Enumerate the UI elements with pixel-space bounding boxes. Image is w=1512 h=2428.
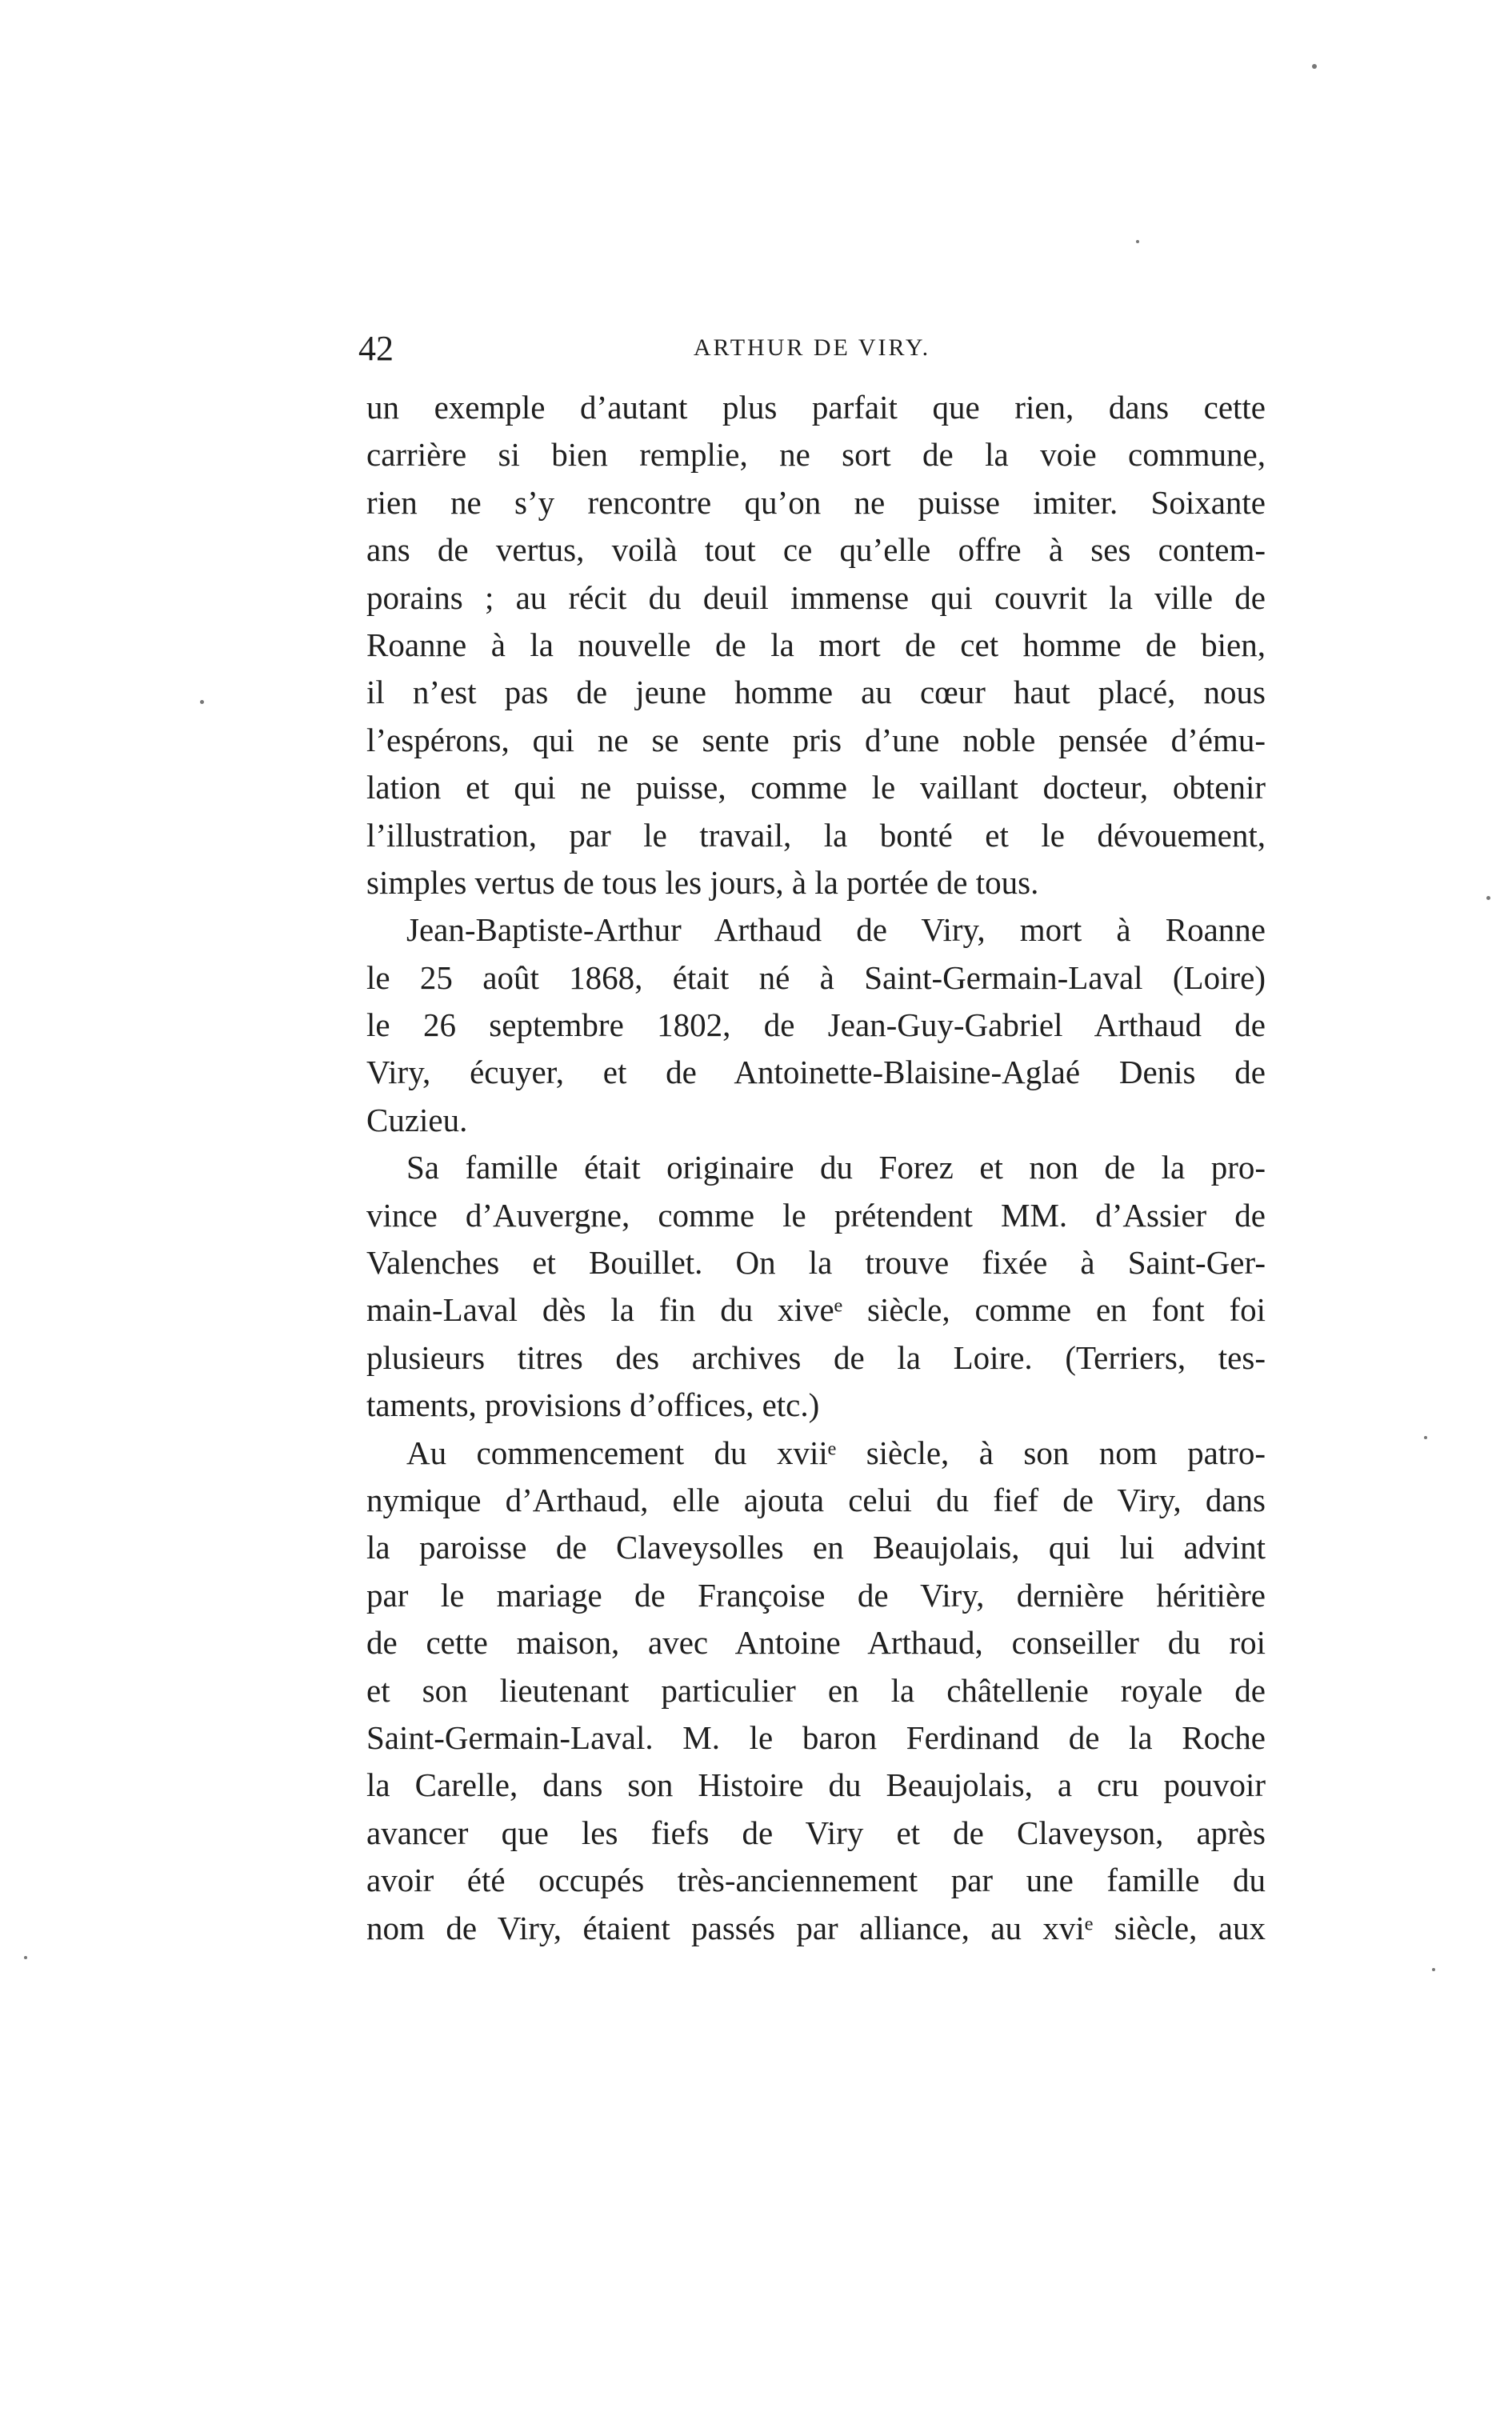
text-line: carrière si bien remplie, ne sort de la voie commune, xyxy=(366,436,1266,474)
scan-speck xyxy=(200,700,204,704)
text-line: par le mariage de Françoise de Viry, dernière héritière xyxy=(366,1576,1266,1614)
paragraph-first-line: Au commencement du xviiᵉ siècle, à son nom patro- xyxy=(406,1434,1266,1471)
text-line: de cette maison, avec Antoine Arthaud, conseiller du roi xyxy=(366,1624,1266,1662)
text-line: porains ; au récit du deuil immense qui couvrit la ville de xyxy=(366,578,1266,616)
text-line: l’espérons, qui ne se sente pris d’une noble pensée d’ému- xyxy=(366,721,1266,758)
scan-speck xyxy=(24,1956,27,1959)
scan-speck xyxy=(1136,240,1139,243)
text-line: simples vertus de tous les jours, à la portée de tous. xyxy=(366,863,1039,901)
text-line: Saint-Germain-Laval. M. le baron Ferdinand de la Roche xyxy=(366,1718,1266,1756)
text-line: et son lieutenant particulier en la châtellenie royale de xyxy=(366,1671,1266,1709)
text-line: avoir été occupés très-anciennement par une famille du xyxy=(366,1862,1266,1899)
running-title: ARTHUR DE VIRY. xyxy=(693,334,931,361)
text-line: Viry, écuyer, et de Antoinette-Blaisine-Aglaé Denis de xyxy=(366,1054,1266,1091)
scan-speck xyxy=(1432,1968,1435,1971)
text-line: nom de Viry, étaient passés par alliance, au xviᵉ siècle, aux xyxy=(366,1909,1266,1946)
text-line: main-Laval dès la fin du xiveᵉ siècle, comme en font foi xyxy=(366,1291,1266,1329)
page-number: 42 xyxy=(358,329,394,368)
text-line: le 26 septembre 1802, de Jean-Guy-Gabriel Arthaud de xyxy=(366,1006,1266,1044)
scan-speck xyxy=(1312,64,1317,69)
text-line: un exemple d’autant plus parfait que rien, dans cette xyxy=(366,389,1266,426)
text-line: la paroisse de Claveysolles en Beaujolais, qui lui advint xyxy=(366,1529,1266,1566)
text-line: lation et qui ne puisse, comme le vaillant docteur, obtenir xyxy=(366,769,1266,806)
body-text xyxy=(366,384,1266,1952)
text-line: plusieurs titres des archives de la Loire. (Terriers, tes- xyxy=(366,1338,1266,1376)
paragraph-first-line: Sa famille était originaire du Forez et non de la pro- xyxy=(406,1149,1266,1186)
text-line: Roanne à la nouvelle de la mort de cet homme de bien, xyxy=(366,626,1266,663)
text-line: avancer que les fiefs de Viry et de Claveyson, après xyxy=(366,1814,1266,1851)
scan-speck xyxy=(1424,1436,1427,1439)
scan-speck xyxy=(1486,896,1490,900)
text-line: ans de vertus, voilà tout ce qu’elle offre à ses contem- xyxy=(366,531,1266,569)
paragraph-first-line: Jean-Baptiste-Arthur Arthaud de Viry, mort à Roanne xyxy=(406,911,1266,949)
text-line: Cuzieu. xyxy=(366,1101,468,1138)
text-line: Valenches et Bouillet. On la trouve fixée à Saint-Ger- xyxy=(366,1244,1266,1282)
text-line: la Carelle, dans son Histoire du Beaujolais, a cru pouvoir xyxy=(366,1766,1266,1804)
text-line: l’illustration, par le travail, la bonté et le dévouement, xyxy=(366,816,1266,854)
text-line: le 25 août 1868, était né à Saint-Germain-Laval (Loire) xyxy=(366,958,1266,996)
text-line: il n’est pas de jeune homme au cœur haut placé, nous xyxy=(366,674,1266,711)
text-line: vince d’Auvergne, comme le prétendent MM. d’Assier de xyxy=(366,1196,1266,1234)
page-header xyxy=(358,328,1266,376)
text-line: nymique d’Arthaud, elle ajouta celui du fief de Viry, dans xyxy=(366,1481,1266,1518)
text-line: rien ne s’y rencontre qu’on ne puisse imiter. Soixante xyxy=(366,483,1266,521)
text-line: taments, provisions d’offices, etc.) xyxy=(366,1386,820,1424)
